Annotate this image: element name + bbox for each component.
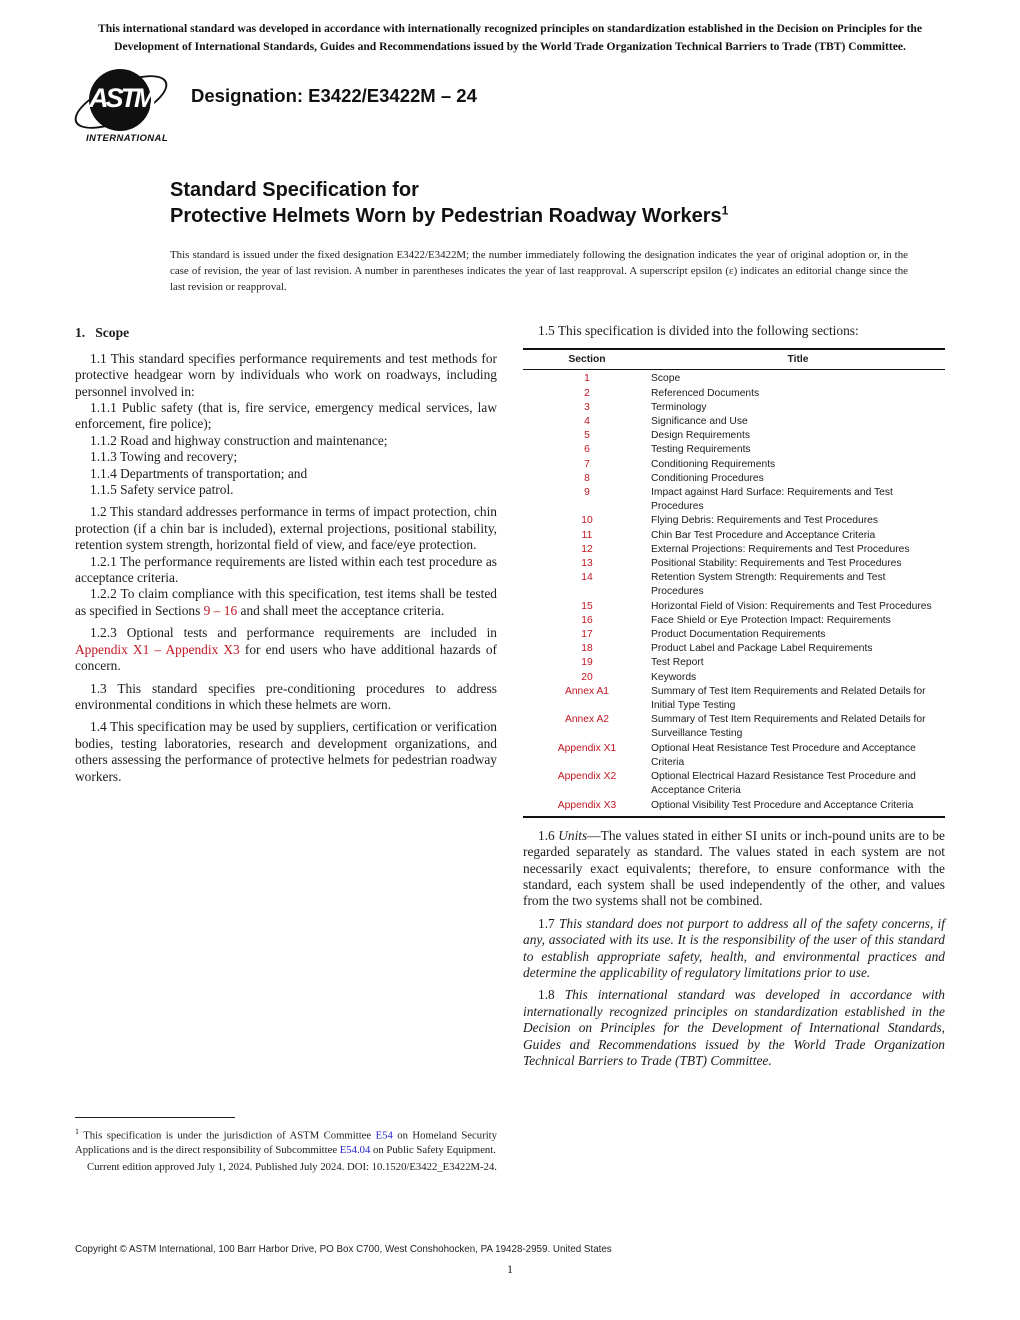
astm-logo-international: INTERNATIONAL [85,132,169,144]
clause-1-6: 1.6 Units—The values stated in either SI units or inch-pound units are to be regarded separately as standard. The values stated in each system are not necessarily exact equivalents; therefore, to ensure conformance with the standard, each system shall be used independently of the other, and values from the two systems shall not be combined. [523,827,945,909]
toc-title: Summary of Test Item Requirements and Related Details for Initial Type Testing [651,685,926,712]
toc-title: Conditioning Requirements [651,458,776,470]
title-line-1: Standard Specification for [170,178,419,201]
footnote-block [75,1117,497,1175]
left-column [75,323,497,1175]
toc-title: External Projections: Requirements and Test Procedures [651,543,910,555]
toc-section-link[interactable]: 20 [581,671,593,683]
toc-section-link[interactable]: 15 [581,600,593,612]
title-footnote-ref: 1 [721,203,729,218]
toc-section-link[interactable]: 9 [584,487,590,499]
toc-title: Impact against Hard Surface: Requirements and Test Procedures [651,487,893,513]
copyright-line: Copyright © ASTM International, 100 Barr Harbor Drive, PO Box C700, West Conshohocken, PA 19428-2959. United States [75,1244,612,1255]
table-row [523,628,945,642]
toc-section-link[interactable]: 17 [581,629,593,641]
table-row [523,656,945,670]
toc-title: Flying Debris: Requirements and Test Procedures [651,515,879,527]
toc-section-link[interactable]: Appendix X1 [557,742,617,754]
table-row [523,799,945,813]
toc-title: Positional Stability: Requirements and Test Procedures [651,558,902,570]
toc-section-link[interactable]: 8 [584,472,590,484]
toc-title: Design Requirements [651,430,751,442]
toc-title: Significance and Use [651,416,748,428]
table-row [523,614,945,628]
sections-table-body [523,370,945,815]
right-column [523,323,945,1175]
table-row [523,472,945,486]
table-row [523,671,945,685]
toc-title: Keywords [651,671,697,683]
table-row [523,458,945,472]
sections-table [523,348,945,818]
toc-section-link[interactable]: 4 [584,416,590,428]
toc-title: Optional Visibility Test Procedure and Acceptance Criteria [651,799,914,811]
toc-title: Test Report [651,657,704,669]
astm-logo-letters: ASTM [89,82,154,113]
committee-e54-link[interactable]: E54 [375,1129,393,1142]
clause-1-7: 1.7 This standard does not purport to address all of the safety concerns, if any, associated with its use. It is the responsibility of the user of this standard to establish appropriate safety, health, and environmental practices and determine the applicability of regulatory limitations prior to use. [523,915,945,980]
clause-1-3: 1.3 This standard specifies pre-conditioning procedures to address environmental conditions in which these helmets are worn. [75,680,497,712]
edition-note: Current edition approved July 1, 2024. Published July 2024. DOI: 10.1520/E3422_E3422M-24. [87,1161,497,1173]
section-1-label: Scope [95,324,130,340]
clause-1-5: 1.5 This specification is divided into the following sections: [538,322,859,338]
footnote-1-number: 1 [75,1126,79,1136]
subcommittee-e54-04-link[interactable]: E54.04 [339,1144,371,1157]
clause-1-1-1: 1.1.1 Public safety (that is, fire service, emergency medical services, law enforcement, fire police); [75,400,497,432]
page-number: 1 [507,1264,513,1276]
toc-title: Chin Bar Test Procedure and Acceptance Criteria [651,529,876,541]
astm-logo [75,69,179,155]
toc-section-link[interactable]: Annex A1 [564,685,610,697]
toc-section-link[interactable]: 13 [581,558,593,570]
section-1-heading [75,325,497,341]
toc-title: Optional Electrical Hazard Resistance Test Procedure and Acceptance Criteria [651,771,916,797]
table-row [523,642,945,656]
toc-title: Horizontal Field of Vision: Requirements and Test Procedures [651,600,932,612]
toc-section-link[interactable]: 12 [581,543,593,555]
clause-1-1-5: 1.1.5 Safety service patrol. [90,482,234,498]
designation-text: Designation: E3422/E3422M – 24 [191,84,477,106]
toc-section-link[interactable]: 6 [584,444,590,456]
sections-table-header [523,350,945,370]
clause-1-1: 1.1 This standard specifies performance requirements and test methods for protective headgear worn by individuals who work on roadways, including personnel involved in: [75,350,497,399]
table-row [523,387,945,401]
toc-section-link[interactable]: 7 [584,458,590,470]
toc-section-link[interactable]: 5 [584,430,590,442]
clause-1-2-1: 1.2.1 The performance requirements are listed within each test procedure as acceptance criteria. [75,553,497,586]
toc-section-link[interactable]: Appendix X3 [557,799,617,811]
table-row [523,742,945,770]
footnote-divider [75,1117,235,1118]
toc-title: Product Documentation Requirements [651,629,826,641]
clause-1-2: 1.2 This standard addresses performance in terms of impact protection, chin protection (if a chin bar is included), external projections, positional stability, retention system strength, horizontal field of view, and face/eye protection. [75,504,497,553]
toc-title: Optional Heat Resistance Test Procedure and Acceptance Criteria [651,742,916,768]
toc-title: Summary of Test Item Requirements and Related Details for Surveillance Testing [651,714,926,740]
table-row [523,529,945,543]
table-row [523,514,945,528]
table-row [523,372,945,386]
table-row [523,600,945,614]
toc-section-link[interactable]: 2 [584,387,590,399]
toc-title: Terminology [651,401,707,413]
toc-title: Face Shield or Eye Protection Impact: Requirements [651,614,891,626]
table-row [523,685,945,713]
table-row [523,415,945,429]
table-row [523,543,945,557]
page-footer [75,1244,945,1276]
table-row [523,429,945,443]
two-column-body [75,323,945,1175]
column-header-section: Section [568,354,606,366]
clause-1-4: 1.4 This specification may be used by suppliers, certification or verification bodies, testing laboratories, research and development organizations, and others assessing the performance of protective helmets for pedestrian roadway workers. [75,719,497,784]
table-row [523,401,945,415]
column-header-title: Title [787,354,809,366]
document-title [170,177,945,230]
table-row [523,713,945,741]
clause-1-2-2: 1.2.2 To claim compliance with this specification, test items shall be tested as specified in Sections 9 – 16 and shall meet the acceptance criteria. [75,586,497,618]
toc-section-link[interactable]: 19 [581,657,593,669]
clause-1-8: 1.8 This international standard was developed in accordance with internationally recognized principles on standardization established in the Decision on Principles for the Development of International Standards, Guides and Recommendations issued by the World Trade Organization Technical Barriers to Trade (TBT) Committee. [523,987,945,1068]
toc-title: Product Label and Package Label Requirements [651,643,873,655]
clause-1-1-4: 1.1.4 Departments of transportation; and [90,465,308,481]
wto-notice: This international standard was developed in accordance with internationally recognized principles on standardization established in the Decision on Principles for the Development of International Standards, Guides and Recommendations issued by the World Trade Organization Technical Barriers to Trade (TBT) Committee. [97,22,923,53]
toc-title: Conditioning Procedures [651,472,764,484]
table-row [523,770,945,798]
clause-1-1-3: 1.1.3 Towing and recovery; [90,449,238,465]
clause-1-1-2: 1.1.2 Road and highway construction and maintenance; [90,432,388,448]
toc-section-link[interactable]: 1 [584,373,590,385]
toc-section-link[interactable]: 3 [584,401,590,413]
sections-9-16-link[interactable]: 9 – 16 [203,602,238,618]
issued-note: This standard is issued under the fixed designation E3422/E3422M; the number immediately following the designation indicates the year of original adoption or, in the case of revision, the year of last revision. A number in parentheses indicates the year of last reapproval. A superscript epsilon (ε) indicates an editorial change since the last revision or reapproval. [170,248,908,294]
title-line-2: Protective Helmets Worn by Pedestrian Roadway Workers$^1$ [170,203,729,228]
toc-section-link[interactable]: 11 [581,529,593,541]
table-row [523,557,945,571]
toc-section-link[interactable]: Annex A2 [564,714,610,726]
toc-title: Testing Requirements [651,444,751,456]
table-row [523,443,945,457]
toc-title: Referenced Documents [651,387,760,399]
toc-section-link[interactable]: 10 [581,515,593,527]
table-row [523,486,945,514]
header-row [75,69,945,155]
toc-section-link[interactable]: 14 [581,572,593,584]
toc-section-link[interactable]: 16 [581,614,593,626]
toc-section-link[interactable]: Appendix X2 [557,771,617,783]
toc-title: Scope [651,373,681,385]
table-row [523,571,945,599]
toc-title: Retention System Strength: Requirements and Test Procedures [651,572,886,598]
footnote-1: $^1$ This specification is under the jurisdiction of ASTM Committee E54 on Homeland Security Applications and is the direct responsibility of Subcommittee E54.04 on Public Safety Equipment. [75,1126,497,1157]
appendix-x1-x3-link[interactable]: Appendix X1 – Appendix X3 [75,641,240,657]
clause-1-2-3: 1.2.3 Optional tests and performance requirements are included in Appendix X1 – Appendix X3 for end users who have additional hazards of concern. [75,625,498,674]
section-1-number: 1. [75,324,86,340]
toc-section-link[interactable]: 18 [581,643,593,655]
